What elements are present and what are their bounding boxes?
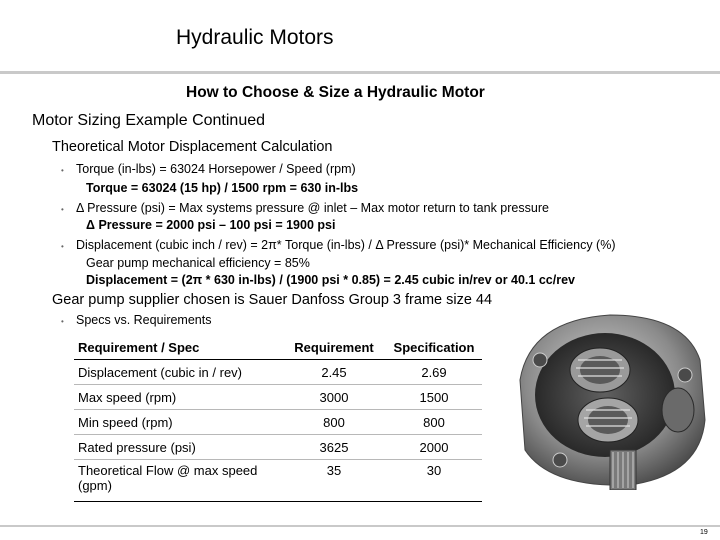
bullet-icon: • — [61, 317, 64, 326]
row-label: Theoretical Flow @ max speed (gpm) — [74, 460, 282, 502]
specification-value: 30 — [386, 460, 482, 502]
specs-label: Specs vs. Requirements — [76, 313, 212, 327]
pressure-formula: Δ Pressure (psi) = Max systems pressure @ inlet – Max motor return to tank pressure — [76, 201, 549, 215]
slide-subtitle: How to Choose & Size a Hydraulic Motor — [186, 84, 485, 101]
table-header-row — [74, 335, 482, 360]
theoretical-heading: Theoretical Motor Displacement Calculation — [52, 139, 333, 155]
title-divider — [0, 71, 720, 74]
row-label: Max speed (rpm) — [74, 385, 282, 410]
efficiency-note: Gear pump mechanical efficiency = 85% — [86, 256, 310, 270]
bullet-icon: • — [61, 166, 64, 175]
table-row — [74, 385, 482, 410]
pressure-calc: Δ Pressure = 2000 psi – 100 psi = 1900 psi — [86, 218, 336, 232]
gear-pump-image — [500, 300, 715, 490]
specification-value: 2.69 — [386, 360, 482, 385]
slide-title: Hydraulic Motors — [176, 26, 334, 49]
requirement-value: 3000 — [282, 385, 386, 410]
page-number: 19 — [700, 529, 708, 536]
bullet-icon: • — [61, 205, 64, 214]
specification-value: 1500 — [386, 385, 482, 410]
table-row — [74, 360, 482, 385]
table-row — [74, 460, 482, 502]
specification-value: 800 — [386, 410, 482, 435]
specs-table — [74, 335, 482, 502]
table-row — [74, 410, 482, 435]
row-label: Min speed (rpm) — [74, 410, 282, 435]
header-specification: Specification — [386, 335, 482, 360]
table-row — [74, 435, 482, 460]
section-heading: Motor Sizing Example Continued — [32, 112, 266, 129]
row-label: Rated pressure (psi) — [74, 435, 282, 460]
requirement-value: 2.45 — [282, 360, 386, 385]
torque-calc: Torque = 63024 (15 hp) / 1500 rpm = 630 in-lbs — [86, 181, 359, 195]
header-requirement-spec: Requirement / Spec — [74, 335, 282, 360]
torque-formula: Torque (in-lbs) = 63024 Horsepower / Speed (rpm) — [76, 162, 356, 176]
supplier-heading: Gear pump supplier chosen is Sauer Danfoss Group 3 frame size 44 — [52, 292, 493, 308]
header-requirement: Requirement — [282, 335, 386, 360]
bullet-icon: • — [61, 242, 64, 251]
displacement-formula: Displacement (cubic inch / rev) = 2π* Torque (in-lbs) / Δ Pressure (psi)* Mechanical Efficiency (%) — [76, 238, 616, 252]
displacement-calc: Displacement = (2π * 630 in-lbs) / (1900 psi * 0.85) = 2.45 cubic in/rev or 40.1 cc/rev — [86, 273, 575, 287]
row-label: Displacement (cubic in / rev) — [74, 360, 282, 385]
specification-value: 2000 — [386, 435, 482, 460]
requirement-value: 35 — [282, 460, 386, 502]
footer-divider — [0, 525, 720, 527]
requirement-value: 3625 — [282, 435, 386, 460]
requirement-value: 800 — [282, 410, 386, 435]
